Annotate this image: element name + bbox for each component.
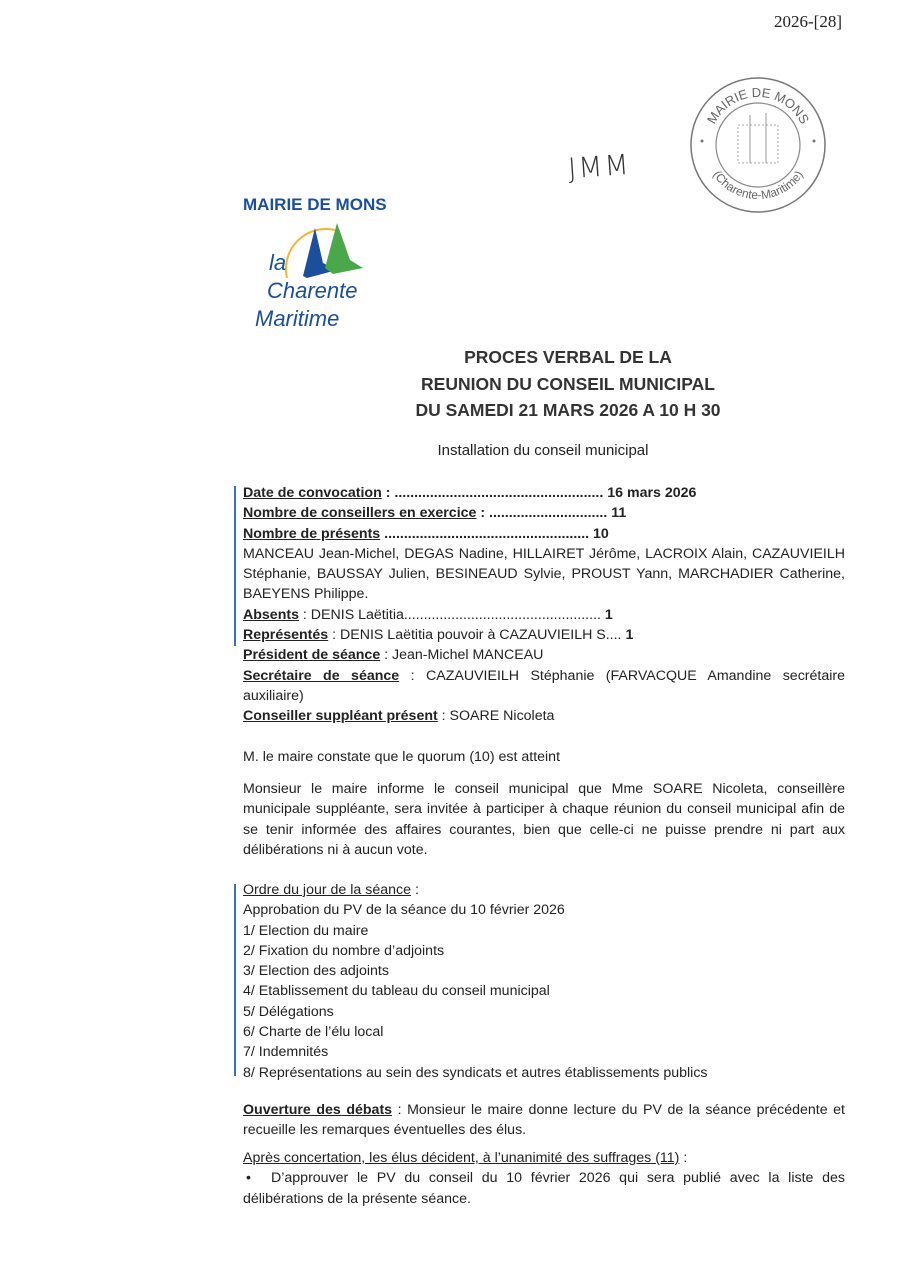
label: Secrétaire de séance <box>243 667 400 684</box>
label: Conseiller suppléant présent <box>243 708 438 725</box>
title-line: PROCES VERBAL DE LA <box>464 347 672 367</box>
ouverture-paragraph <box>243 1100 845 1141</box>
star-icon <box>813 140 816 143</box>
agenda <box>243 880 845 1083</box>
label: Président de séance <box>243 647 381 664</box>
svg-text:MAIRIE DE MONS: MAIRIE DE MONS <box>703 84 813 127</box>
label: Date de convocation <box>243 485 382 501</box>
mairie-stamp <box>688 75 828 215</box>
handwritten-signature: JMM <box>566 147 632 186</box>
agenda-item: 6/ Charte de l’élu local <box>243 1024 384 1041</box>
agenda-item: 1/ Election du maire <box>243 922 369 939</box>
star-icon <box>701 140 704 143</box>
mairie-header: MAIRIE DE MONS <box>243 195 387 214</box>
title-line: DU SAMEDI 21 MARS 2026 A 10 H 30 <box>415 400 721 420</box>
subtitle: Installation du conseil municipal <box>437 442 649 459</box>
agenda-item: 3/ Election des adjoints <box>243 963 389 980</box>
decision-label: Après concertation, les élus décident, à l’unanimité des suffrages (11) <box>243 1150 680 1166</box>
document-reference: 2026-[28] <box>774 12 842 31</box>
leader: .................................................... <box>380 525 594 542</box>
value: 11 <box>611 505 627 522</box>
suppleant-paragraph: Monsieur le maire informe le conseil municipal que Mme SOARE Nicoleta, conseillère municipale suppléante, sera invitée à participer à chaque réunion du conseil municipal afin de se tenir informée des affaires courantes, bien que celle-ci ne puisse prendre ni part aux délibérations ni à aucun vote. <box>243 781 845 858</box>
text: : DENIS Laëtitia.................................................. <box>298 606 605 623</box>
agenda-item: 7/ Indemnités <box>243 1044 329 1061</box>
value: 1 <box>625 627 634 644</box>
presents-list: MANCEAU Jean-Michel, DEGAS Nadine, HILLAIRET Jérôme, LACROIX Alain, CAZAUVIEILH Stéphanie, BAUSSAY Julien, BESINEAUD Sylvie, PROUST Yann, MARCHADIER Catherine, BAEYENS Philippe. <box>243 545 845 603</box>
text: : CAZAUVIEILH Stéphanie (FARVACQUE Amandine secrétaire auxiliaire) <box>243 667 845 704</box>
text: : SOARE Nicoleta <box>437 708 555 725</box>
title-line: REUNION DU CONSEIL MUNICIPAL <box>421 373 715 394</box>
quorum-text: M. le maire constate que le quorum (10) est atteint <box>243 749 561 765</box>
agenda-item: 2/ Fixation du nombre d’adjoints <box>243 942 445 959</box>
agenda-item: 4/ Etablissement du tableau du conseil municipal <box>243 983 550 1000</box>
text: : DENIS Laëtitia pouvoir à CAZAUVIEILH S.... <box>328 627 626 644</box>
text: : Monsieur le maire donne lecture du PV de la séance précédente et recueille les remarques éventuelles des élus. <box>243 1102 845 1139</box>
label: Représentés <box>243 627 329 644</box>
charente-maritime-logo <box>255 220 380 336</box>
agenda-item: Approbation du PV de la séance du 10 février 2026 <box>243 902 565 919</box>
decision-item: D’approuver le PV du conseil du 10 février 2026 qui sera publié avec la liste des délibérations de la présente séance. <box>243 1170 845 1207</box>
svg-text:(Charente-Maritime): (Charente-Maritime) <box>710 168 806 203</box>
logo-text-charente: Charente <box>267 278 358 303</box>
sep: : <box>679 1150 688 1166</box>
revision-bar <box>234 486 236 646</box>
leader: : .............................. <box>476 505 612 522</box>
value: 16 mars 2026 <box>607 485 697 501</box>
logo-text-la: la <box>269 250 287 275</box>
label: Nombre de présents <box>243 525 381 542</box>
revision-bar <box>234 884 236 1076</box>
bullet-icon: • <box>246 1170 251 1187</box>
label: Ouverture des débats <box>243 1102 393 1118</box>
agenda-item: 5/ Délégations <box>243 1003 334 1020</box>
leader: : ..................................................... <box>381 485 608 501</box>
page-title <box>330 344 806 424</box>
value: 10 <box>593 525 609 542</box>
sep: : <box>411 882 419 898</box>
label: Nombre de conseillers en exercice <box>243 505 477 522</box>
agenda-label: Ordre du jour de la séance <box>243 882 411 898</box>
value: 1 <box>604 606 613 623</box>
text: : Jean-Michel MANCEAU <box>380 647 544 664</box>
label: Absents <box>243 606 299 623</box>
logo-text-maritime: Maritime <box>255 306 340 331</box>
session-info <box>243 483 845 727</box>
agenda-item: 8/ Représentations au sein des syndicats et autres établissements publics <box>243 1064 708 1081</box>
decision <box>243 1148 845 1209</box>
